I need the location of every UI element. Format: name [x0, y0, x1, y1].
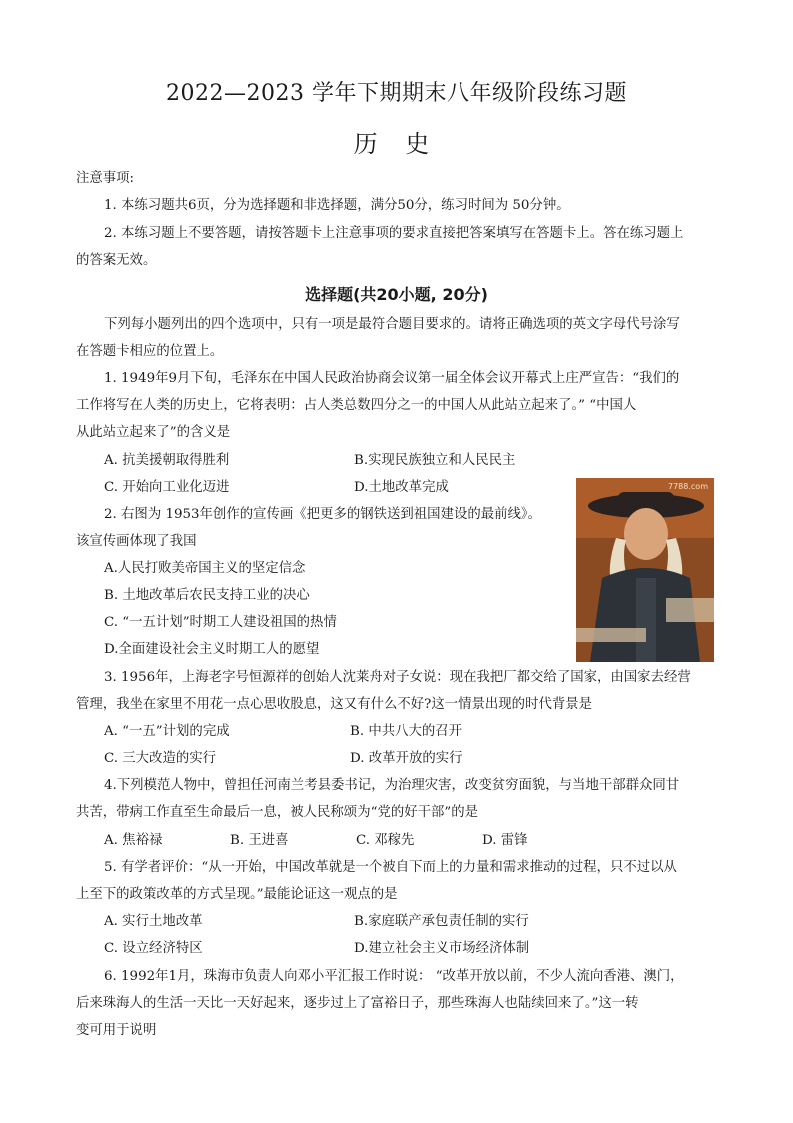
question-2-text: 该宣传画体现了我国	[76, 534, 197, 549]
question-4-option-d: D. 雷锋	[482, 833, 528, 848]
question-3-option-c: C. 三大改造的实行	[104, 751, 217, 766]
note-item: 1. 本练习题共6页，分为选择题和非选择题，满分50分，练习时间为 50分钟。	[104, 198, 570, 213]
question-4-text: 4.下列模范人物中，曾担任河南兰考县委书记，为治理灾害，改变贫穷面貌，与当地干部群众同甘	[104, 778, 680, 793]
question-1-text: 工作将写在人类的历史上，它将表明：占人类总数四分之一的中国人从此站立起来了。” “中国人	[76, 398, 637, 413]
question-3-option-a: A. “一五”计划的完成	[104, 724, 230, 739]
question-4-text: 共苦，带病工作直至生命最后一息，被人民称颂为“党的好干部”的是	[76, 805, 479, 820]
exam-subject: 历 史	[353, 130, 440, 158]
question-5-option-a: A. 实行土地改革	[104, 914, 203, 929]
question-1-text: 1. 1949年9月下旬，毛泽东在中国人民政治协商会议第一届全体会议开幕式上庄严宣告：“我们的	[104, 371, 680, 386]
question-2-option-a: A.人民打败美帝国主义的坚定信念	[104, 561, 306, 576]
question-4-option-a: A. 焦裕禄	[104, 833, 163, 848]
section-title: 选择题(共20小题, 20分)	[305, 285, 488, 304]
question-4-option-c: C. 邓稼先	[356, 833, 415, 848]
question-6-text: 变可用于说明	[76, 1023, 157, 1038]
note-item: 2. 本练习题上不要答题，请按答题卡上注意事项的要求直接把答案填写在答题卡上。答在练习题上	[104, 226, 684, 241]
question-3-text: 3. 1956年，上海老字号恒源祥的创始人沈莱舟对子女说：现在我把厂都交给了国家，由国家去经营	[104, 670, 691, 685]
section-intro: 下列每小题列出的四个选项中，只有一项是最符合题目要求的。请将正确选项的英文字母代号涂写	[104, 317, 680, 332]
question-2-text: 2. 右图为 1953年创作的宣传画《把更多的钢铁送到祖国建设的最前线》。	[104, 507, 541, 522]
question-2-option-b: B. 土地改革后农民支持工业的决心	[104, 588, 310, 603]
question-4-option-b: B. 王进喜	[230, 833, 289, 848]
question-5-option-b: B.家庭联产承包责任制的实行	[354, 914, 529, 929]
poster-illustration	[576, 478, 714, 662]
question-6-text: 后来珠海人的生活一天比一天好起来，逐步过上了富裕日子，那些珠海人也陆续回来了。”这一转	[76, 996, 639, 1011]
propaganda-poster-image	[576, 478, 714, 662]
question-1-option-b: B.实现民族独立和人民民主	[354, 453, 516, 468]
question-3-text: 管理，我坐在家里不用花一点心思收股息，这又有什么不好?这一情景出现的时代背景是	[76, 697, 593, 712]
question-5-option-c: C. 设立经济特区	[104, 941, 203, 956]
section-intro: 在答题卡相应的位置上。	[76, 344, 224, 359]
question-5-option-d: D.建立社会主义市场经济体制	[354, 941, 530, 956]
question-3-option-b: B. 中共八大的召开	[350, 724, 463, 739]
exam-title: 2022—2023 学年下期期末八年级阶段练习题	[166, 81, 627, 106]
note-item: 的答案无效。	[76, 253, 157, 268]
question-5-text: 5. 有学者评价：“从一开始，中国改革就是一个被自下而上的力量和需求推动的过程，只不过以从	[104, 860, 677, 875]
question-6-text: 6. 1992年1月，珠海市负责人向邓小平汇报工作时说： “改革开放以前，不少人流向香港、澳门，	[104, 969, 684, 984]
question-3-option-d: D. 改革开放的实行	[350, 751, 463, 766]
poster-watermark: 7788.com	[668, 482, 708, 491]
question-5-text: 上至下的政策改革的方式呈现。”最能论证这一观点的是	[76, 887, 398, 902]
question-1-option-d: D.土地改革完成	[354, 480, 449, 495]
question-1-option-a: A. 抗美援朝取得胜利	[104, 453, 230, 468]
question-2-option-c: C. “一五计划”时期工人建设祖国的热情	[104, 615, 337, 630]
question-2-option-d: D.全面建设社会主义时期工人的愿望	[104, 642, 320, 657]
notes-heading: 注意事项:	[76, 171, 135, 186]
question-1-text: 从此站立起来了”的含义是	[76, 425, 231, 440]
question-1-option-c: C. 开始向工业化迈进	[104, 480, 230, 495]
